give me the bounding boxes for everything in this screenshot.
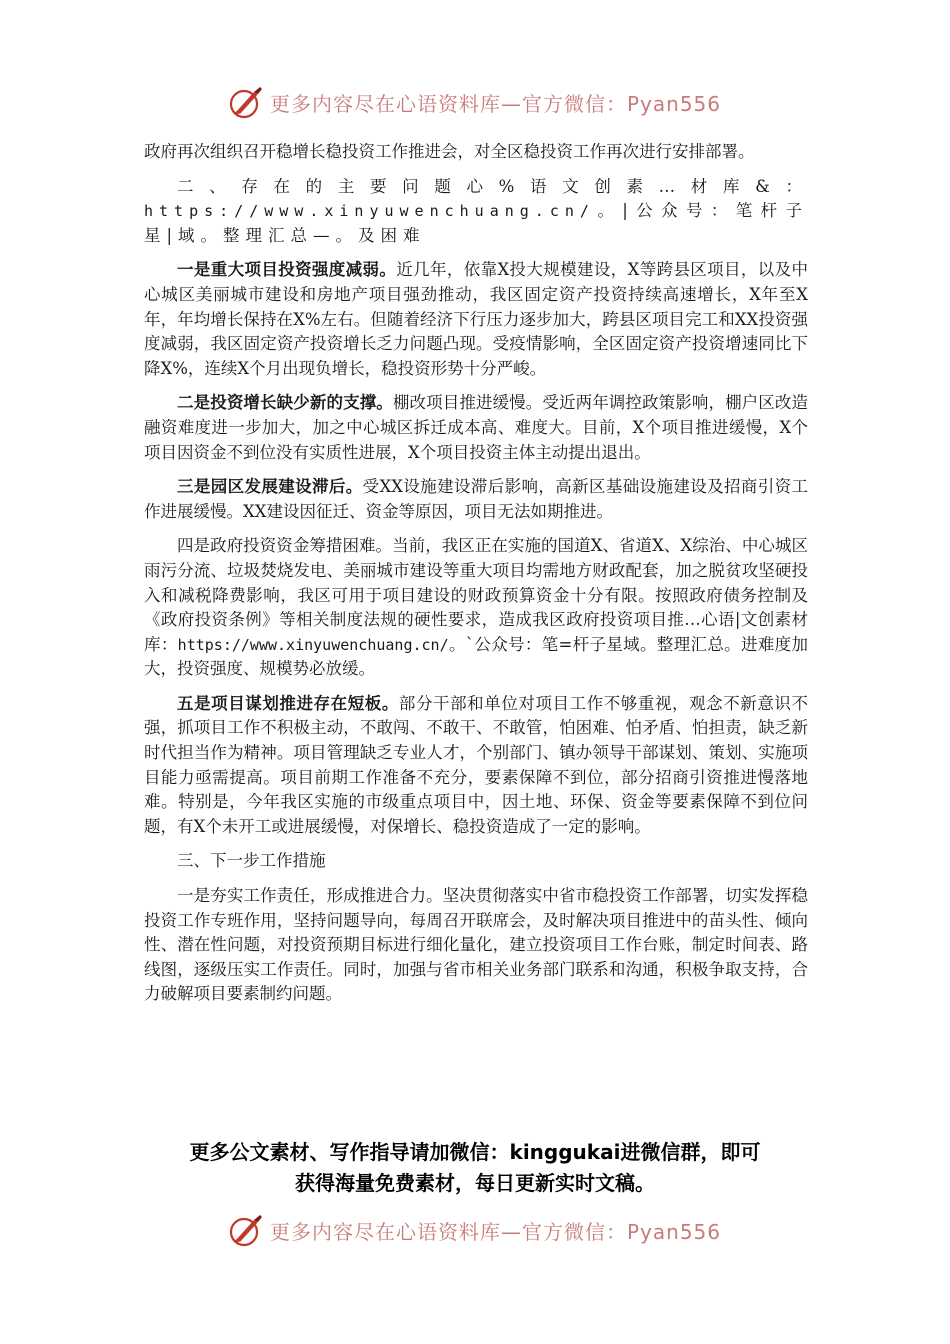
document-body [144, 140, 808, 1017]
paragraph-problem-4 [144, 534, 808, 682]
footer-watermark-text: 更多内容尽在心语资料库—官方微信：Pyan556 [270, 1219, 722, 1244]
pen-logo-icon [228, 84, 264, 120]
paragraph-problem-5 [144, 692, 808, 840]
problem-5-text: 部分干部和单位对项目工作不够重视，观念不新意识不强，抓项目工作不积极主动，不敢闯、不敢干、不敢管，怕困难、怕矛盾、怕担责，缺乏新时代担当作为精神。项目管理缺乏专业人才，个别部门、镇办领导干部谋划、策划、实施项目能力亟需提高。项目前期工作准备不充分，要素保障不到位，部分招商引资推进慢落地难。特别是，今年我区实施的市级重点项目中，因土地、环保、资金等要素保障不到位问题，有X个未开工或进展缓慢，对保增长、稳投资造成了一定的影响。 [144, 693, 809, 836]
measure-1-text: 一是夯实工作责任，形成推进合力。坚决贯彻落实中省市稳投资工作部署，切实发挥稳投资工作专班作用，坚持问题导向，每周召开联席会，及时解决项目推进中的苗头性、倾向性、潜在性问题，对投资预期目标进行细化量化，建立投资项目工作台账，制定时间表、路线图，逐级压实工作责任。同时，加强与省市相关业务部门联系和沟通，积极争取支持，合力破解项目要素制约问题。 [144, 886, 808, 1004]
problem-2-title: 二是投资增长缺少新的支撑。 [177, 393, 393, 413]
footer-watermark-banner [228, 1210, 748, 1250]
problem-2-text: 棚改项目推进缓慢。受近两年调控政策影响，棚户区改造融资难度进一步加大，加之中心城区拆迁成本高、难度大。目前，X个项目推进缓慢，X个项目因资金不到位没有实质性进展，X个项目投资主体主动提出退出。 [144, 393, 809, 462]
paragraph-measure-1 [144, 884, 808, 1007]
promo-line-1: 更多公文素材、写作指导请加微信：kinggukai进微信群，即可 [189, 1140, 761, 1164]
promo-block [130, 1137, 820, 1199]
paragraph-deployment [144, 140, 808, 165]
paragraph-problem-3 [144, 475, 808, 524]
pen-logo-icon [228, 1212, 264, 1248]
problem-5-title: 五是项目谋划推进存在短板。 [177, 693, 399, 713]
heading-text: 二、存在的主要问题心%语文创素…材库&： [177, 176, 808, 196]
heading-text: 三、下一步工作措施 [177, 851, 326, 871]
problem-3-text: 受XX设施建设滞后影响，高新区基础设施建设及招商引资工作进展缓慢。XX建设因征迁、资金等原因，项目无法如期推进。 [144, 477, 808, 521]
watermark-url-link[interactable]: https://www.xinyuwenchuang.cn/ [144, 202, 595, 221]
heading-text-tail: 。|公众号：笔杆子星|域。整理汇总—。及困难 [144, 201, 808, 245]
problem-4-text-tail: 。`公众号：笔=杆子星域。整理汇总。进难度加大，投资强度、规模势必放缓。 [144, 634, 809, 679]
problem-1-text: 近几年，依靠X投大规模建设，X等跨县区项目，以及中心城区美丽城市建设和房地产项目强劲推动，我区固定资产投资持续高速增长，X年至X年，年均增长保持在X%左右。但随着经济下行压力逐步加大，跨县区项目完工和XX投资强度减弱，我区固定资产投资增长乏力问题凸现。受疫情影响，全区固定资产投资增速同比下降X%，连续X个月出现负增长，稳投资形势十分严峻。 [144, 260, 809, 378]
header-watermark-banner [228, 82, 748, 122]
paragraph-text: 政府再次组织召开稳增长稳投资工作推进会，对全区稳投资工作再次进行安排部署。 [144, 142, 755, 161]
paragraph-problem-1 [144, 258, 808, 381]
header-watermark-text: 更多内容尽在心语资料库—官方微信：Pyan556 [270, 91, 722, 116]
watermark-url-link[interactable]: https://www.xinyuwenchuang.cn/ [177, 635, 449, 654]
promo-line-2: 获得海量免费素材，每日更新实时文稿。 [295, 1171, 655, 1195]
paragraph-problem-2 [144, 391, 808, 465]
problem-4-text: 四是政府投资资金筹措困难。当前，我区正在实施的国道X、省道X、X综治、中心城区雨污分流、垃圾焚烧发电、美丽城市建设等重大项目均需地方财政配套，加之脱贫攻坚硬投入和减税降费影响，我区可用于项目建设的财政预算资金十分有限。按照政府债务控制及《政府投资条例》等相关制度法规的硬性要求，造成我区政府投资项目推…心语|文创素材库： [144, 536, 808, 654]
problem-1-title: 一是重大项目投资强度减弱。 [177, 260, 397, 280]
section-heading-next-steps [144, 849, 808, 874]
section-heading-problems [144, 175, 808, 249]
problem-3-title: 三是园区发展建设滞后。 [177, 477, 363, 497]
